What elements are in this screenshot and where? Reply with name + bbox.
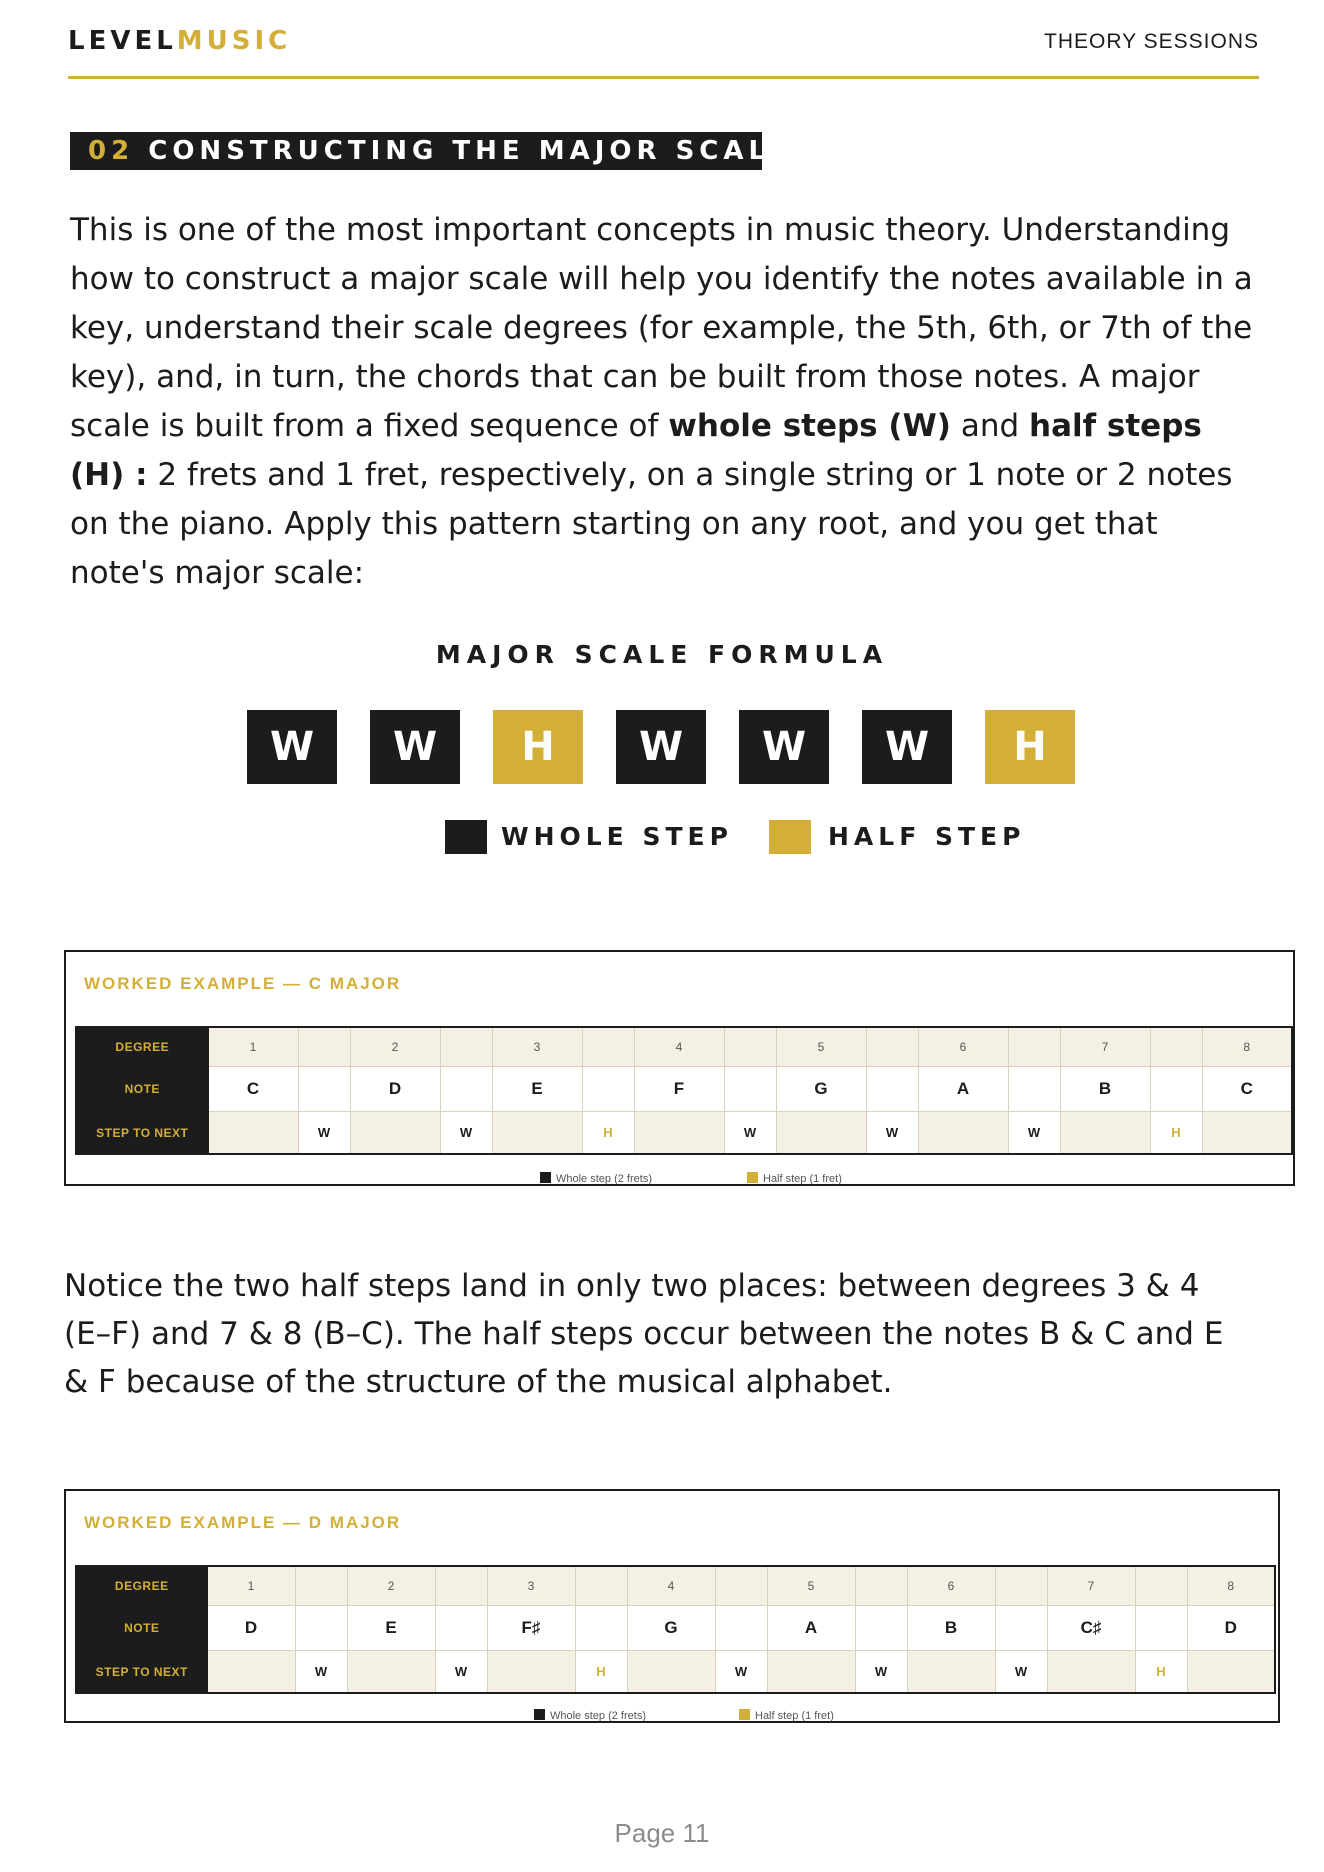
step-cell: W [298,1112,350,1155]
note-cell: D [350,1067,440,1112]
row-header-step: STEP TO NEXT [76,1651,207,1694]
legend-whole-label: WHOLE STEP [501,822,733,851]
table-row [76,1606,1275,1651]
formula-step-1: W [247,710,337,784]
empty-cell [767,1651,855,1694]
empty-cell [1047,1651,1135,1694]
step-cell: W [715,1651,767,1694]
middle-paragraph: Notice the two half steps land in only two places: between degrees 3 & 4 (E–F) and 7 & 8 (B–C). The half steps occur between the notes B & C and E & F because of the structure of the musical alphabet. [64,1268,1224,1400]
series-title: THEORY SESSIONS [1044,30,1259,53]
degree-cell: 6 [918,1027,1008,1067]
mini-legend-whole [534,1709,646,1722]
formula-step-3: H [493,710,583,784]
empty-cell [1060,1112,1150,1155]
step-cell: W [295,1651,347,1694]
gap-cell [295,1606,347,1651]
degree-cell: 8 [1202,1027,1292,1067]
intro-text-1: This is one of the most important concepts in music theory. Understanding how to construct a major scale will help you identify the notes available in a key, understand their scale degrees (for example, the 5th, 6th, or 7th of the key), and, in turn, the chords that can be built from those notes. A major scale is built from a fixed sequence of [70,212,1253,444]
formula-step-6: W [862,710,952,784]
intro-text-2: and [950,408,1029,444]
step-cell: W [1008,1112,1060,1155]
step-cell: W [724,1112,776,1155]
worked-example-c-major [64,950,1295,1186]
gap-cell [435,1566,487,1606]
gap-cell [1008,1027,1060,1067]
gap-cell [582,1067,634,1112]
scale-table [75,1565,1276,1694]
gap-cell [575,1566,627,1606]
degree-cell: 6 [907,1566,995,1606]
worked-example-d-major [64,1489,1280,1723]
note-cell: D [207,1606,295,1651]
gap-cell [298,1027,350,1067]
empty-cell [627,1651,715,1694]
scale-table [75,1026,1293,1155]
empty-cell [1202,1112,1292,1155]
step-cell: H [1135,1651,1187,1694]
mini-legend-half [739,1709,834,1722]
intro-bold-half-steps: half steps (H) : [70,408,1202,493]
whole-swatch [534,1709,545,1720]
degree-cell: 3 [487,1566,575,1606]
gap-cell [575,1606,627,1651]
empty-cell [487,1651,575,1694]
row-header-note: NOTE [76,1067,208,1112]
step-cell: H [1150,1112,1202,1155]
gap-cell [995,1566,1047,1606]
step-cell: W [855,1651,907,1694]
gap-cell [582,1027,634,1067]
empty-cell [208,1112,298,1155]
degree-cell: 5 [776,1027,866,1067]
intro-bold-whole-steps: whole steps (W) [668,408,951,444]
empty-cell [776,1112,866,1155]
gap-cell [866,1027,918,1067]
gap-cell [440,1027,492,1067]
step-cell: W [440,1112,492,1155]
half-step-swatch [769,820,811,854]
note-cell: C♯ [1047,1606,1135,1651]
gap-cell [1135,1606,1187,1651]
mini-legend-half-label: Half step (1 fret) [763,1173,842,1185]
table-row [76,1112,1292,1155]
note-cell: C [1202,1067,1292,1112]
example-title: WORKED EXAMPLE — C MAJOR [84,974,402,993]
example-title: WORKED EXAMPLE — D MAJOR [84,1513,402,1532]
degree-cell: 4 [627,1566,715,1606]
note-cell: B [907,1606,995,1651]
formula-step-2: W [370,710,460,784]
empty-cell [350,1112,440,1155]
gap-cell [724,1027,776,1067]
whole-step-swatch [445,820,487,854]
mini-legend-whole-label: Whole step (2 frets) [550,1710,646,1722]
degree-cell: 5 [767,1566,855,1606]
half-swatch [739,1709,750,1720]
empty-cell [207,1651,295,1694]
degree-cell: 2 [347,1566,435,1606]
step-cell: H [575,1651,627,1694]
section-title: CONSTRUCTING THE MAJOR SCALE [148,136,793,166]
step-cell: W [995,1651,1047,1694]
row-header-note: NOTE [76,1606,207,1651]
section-heading [70,132,793,170]
note-cell: D [1187,1606,1275,1651]
gap-cell [724,1067,776,1112]
row-header-degree: DEGREE [76,1027,208,1067]
table-row [76,1651,1275,1694]
note-cell: G [776,1067,866,1112]
step-cell: W [435,1651,487,1694]
gap-cell [855,1566,907,1606]
mini-legend-whole [540,1172,652,1185]
section-number: 02 [88,136,135,166]
empty-cell [1187,1651,1275,1694]
degree-cell: 7 [1060,1027,1150,1067]
empty-cell [918,1112,1008,1155]
mini-legend-half [747,1172,842,1185]
legend-half-label: HALF STEP [828,822,1026,851]
empty-cell [347,1651,435,1694]
gap-cell [1150,1067,1202,1112]
degree-cell: 8 [1187,1566,1275,1606]
mini-legend-half-label: Half step (1 fret) [755,1710,834,1722]
mini-legend-whole-label: Whole step (2 frets) [556,1173,652,1185]
intro-text-3: 2 frets and 1 fret, respectively, on a single string or 1 note or 2 notes on the piano. Apply this pattern starting on any root, and you get that note's major scale: [70,457,1233,591]
row-header-step: STEP TO NEXT [76,1112,208,1155]
half-swatch [747,1172,758,1183]
gap-cell [435,1606,487,1651]
gap-cell [440,1067,492,1112]
note-cell: F [634,1067,724,1112]
row-header-degree: DEGREE [76,1566,207,1606]
degree-cell: 3 [492,1027,582,1067]
degree-cell: 1 [207,1566,295,1606]
note-cell: B [1060,1067,1150,1112]
step-cell: H [582,1112,634,1155]
brand-part-level: LEVEL [68,26,177,56]
degree-cell: 7 [1047,1566,1135,1606]
gap-cell [1008,1067,1060,1112]
table-row [76,1027,1292,1067]
gap-cell [715,1566,767,1606]
degree-cell: 2 [350,1027,440,1067]
note-cell: G [627,1606,715,1651]
gap-cell [715,1606,767,1651]
formula-step-7: H [985,710,1075,784]
page-header [68,22,1259,79]
empty-cell [907,1651,995,1694]
formula-step-4: W [616,710,706,784]
note-cell: E [347,1606,435,1651]
gap-cell [866,1067,918,1112]
note-cell: A [767,1606,855,1651]
degree-cell: 1 [208,1027,298,1067]
degree-cell: 4 [634,1027,724,1067]
note-cell: F♯ [487,1606,575,1651]
formula-step-5: W [739,710,829,784]
page-number: Page 11 [614,1818,710,1848]
table-row [76,1067,1292,1112]
empty-cell [634,1112,724,1155]
gap-cell [855,1606,907,1651]
brand-logo [68,26,291,56]
brand-part-music: MUSIC [176,26,292,56]
formula-title: MAJOR SCALE FORMULA [435,640,889,669]
note-cell: E [492,1067,582,1112]
table-row [76,1566,1275,1606]
empty-cell [492,1112,582,1155]
gap-cell [298,1067,350,1112]
gap-cell [295,1566,347,1606]
note-cell: C [208,1067,298,1112]
step-cell: W [866,1112,918,1155]
gap-cell [1135,1566,1187,1606]
gap-cell [995,1606,1047,1651]
note-cell: A [918,1067,1008,1112]
intro-paragraph [70,206,1260,598]
gap-cell [1150,1027,1202,1067]
whole-swatch [540,1172,551,1183]
